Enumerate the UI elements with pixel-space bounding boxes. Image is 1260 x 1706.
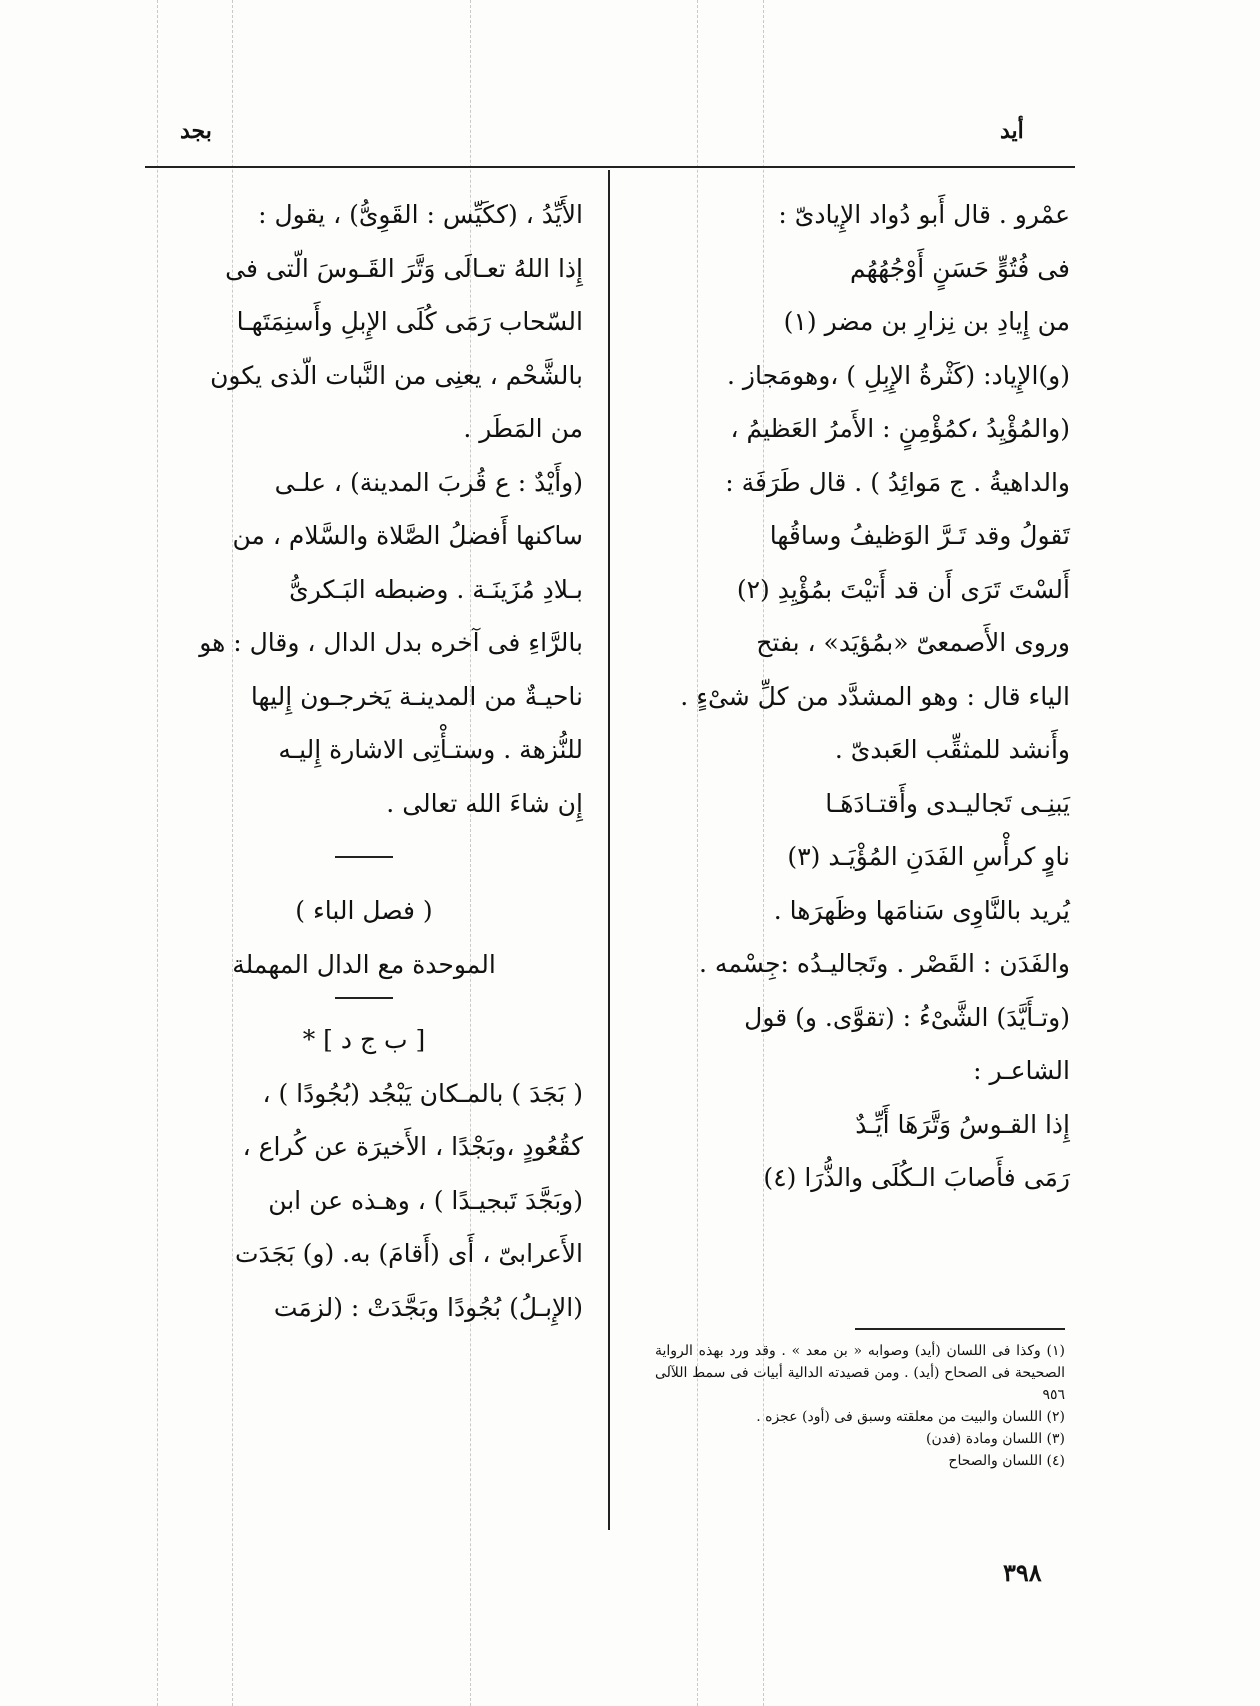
text-line: (وتـأَيَّدَ) الشَّىْءُ : (تقوَّى. و) قول <box>744 1002 1070 1032</box>
text-line: والفَدَن : القَصْر . وتَجاليـدُه :جِسْمه . <box>699 949 1070 978</box>
text-line: (وبَجَّدَ تَبجيـدًا ) ، وهـذه عن ابن <box>268 1185 583 1215</box>
entry-heading: [ ب ج د ] * <box>302 1025 426 1054</box>
footnotes <box>655 1340 1065 1472</box>
running-head-right: أيد <box>1000 118 1024 144</box>
text-line: ساكنها أَفضلُ الصَّلاة والسَّلام ، من <box>232 521 583 550</box>
section-separator <box>335 997 393 999</box>
footnote: (٣) اللسان ومادة (فدن) <box>926 1431 1065 1447</box>
text-line: (الإِبـلُ) بُجُودًا وبَجَّدَتْ : (لزمَت <box>273 1292 583 1322</box>
text-line: كقُعُودٍ ،وبَجْدًا ، الأَخيرَة عن كُراع ، <box>242 1132 583 1161</box>
verse-line: إِذا القـوسُ وَتَّرَهَا أَيِّـدٌ <box>855 1109 1070 1139</box>
text-line: الشاعـر : <box>973 1056 1070 1085</box>
section-separator <box>335 856 393 858</box>
text-line: الأَعرابىّ ، أَى (أَقامَ) به. (و) بَجَدَت <box>234 1239 583 1268</box>
running-head-left: بجد <box>180 118 212 144</box>
left-column <box>145 188 583 1334</box>
text-line: يُريد بالنَّاوِى سَنامَها وظَهرَها . <box>773 895 1070 925</box>
text-line: والداهيةُ . ج مَوائِدُ ) . قال طَرَفَة : <box>725 467 1070 497</box>
right-column <box>630 188 1070 1205</box>
text-line: الأَيِّدُ ، (ككَيِّس : القَوِىُّ) ، يقول : <box>258 200 583 229</box>
section-title: ( فصل الباء ) <box>295 896 433 925</box>
verse-line: رَمَى فأَصابَ الـكُلَى والذُّرَا (٤) <box>763 1163 1070 1192</box>
verse-line: فى فُتُوٍّ حَسَنٍ أَوْجُهُهُم <box>850 253 1070 283</box>
text-line: إِن شاءَ الله تعالى . <box>386 788 583 818</box>
text-line: وروى الأَصمعىّ «بمُؤيَد» ، بفتح <box>756 628 1070 657</box>
text-line: بالرَّاءِ فى آخره بدل الدال ، وقال : هو <box>199 628 583 657</box>
text-line: إِذا اللهُ تعـالَى وَتَّرَ القَـوسَ الّتى فى <box>225 253 583 283</box>
text-line: ناحيـةٌ من المدينـة يَخرجـون إِليها <box>250 681 583 711</box>
text-line: (والمُؤْيِدُ ،كمُؤْمِنٍ : الأَمرُ العَظيمُ ، <box>730 414 1070 443</box>
column-divider <box>608 170 610 1530</box>
text-line: عمْرو . قال أَبو دُواد الإِيادىّ : <box>778 200 1070 229</box>
text-line: السّحاب رَمَى كُلَى الإِبلِ وأَسنِمَتَهـا <box>236 307 583 336</box>
header-rule <box>145 166 1075 168</box>
footnote: (٤) اللسان والصحاح <box>948 1453 1065 1469</box>
page-number: ٣٩٨ <box>1003 1558 1042 1587</box>
text-line: ( بَجَدَ ) بالمـكان يَبْجُد (بُجُودًا ) ، <box>262 1078 583 1108</box>
verse-line: تَقولُ وقد تَـرَّ الوَظيفُ وساقُها <box>769 521 1070 550</box>
text-line: (و)الإِياد: (كَثْرةُ الإِبِلِ ) ،وهومَجاز . <box>727 360 1070 390</box>
text-line: (وأَيْدٌ : ع قُربَ المدينة) ، علـى <box>274 467 583 497</box>
verse-line: من إِيادِ بن نِزارِ بن مضر (١) <box>783 307 1070 336</box>
text-line: الياء قال : وهو المشدَّد من كلِّ شىْءٍ . <box>680 681 1070 711</box>
footnote-rule <box>855 1328 1065 1330</box>
footnote: (١) وكذا فى اللسان (أيد) وصوابه « بن معد » . وقد ورد بهذه الرواية الصحيحة فى الصحاح (أيد) . ومن قصيدته الدالية أبيات فى سمط اللآلى ٩٥٦ <box>655 1343 1065 1403</box>
footnote: (٢) اللسان والبيت من معلقته وسبق فى (أود) عجزه . <box>756 1409 1065 1425</box>
verse-line: يَبنِـى تَجاليـدى وأَقتـادَهَـا <box>825 788 1070 818</box>
text-line: بـلادِ مُزَينَـة . وضبطه البَـكرىُّ <box>289 574 583 604</box>
verse-line: أَلسْتَ تَرَى أَن قد أَتيْتَ بمُؤْيِدِ (٢) <box>736 574 1070 604</box>
verse-line: ناوٍ كرأْسِ الفَدَنِ المُؤْيَـد (٣) <box>787 842 1070 871</box>
text-line: من المَطَر . <box>463 414 583 443</box>
text-line: بالشَّحْم ، يعنِى من النَّبات الّذى يكون <box>210 360 583 390</box>
section-subtitle: الموحدة مع الدال المهملة <box>232 949 496 979</box>
text-line: للنُّزهة . وستـأْتِى الاشارة إِليـه <box>278 735 583 764</box>
text-line: وأَنشد للمثقِّب العَبدىّ . <box>834 735 1070 764</box>
